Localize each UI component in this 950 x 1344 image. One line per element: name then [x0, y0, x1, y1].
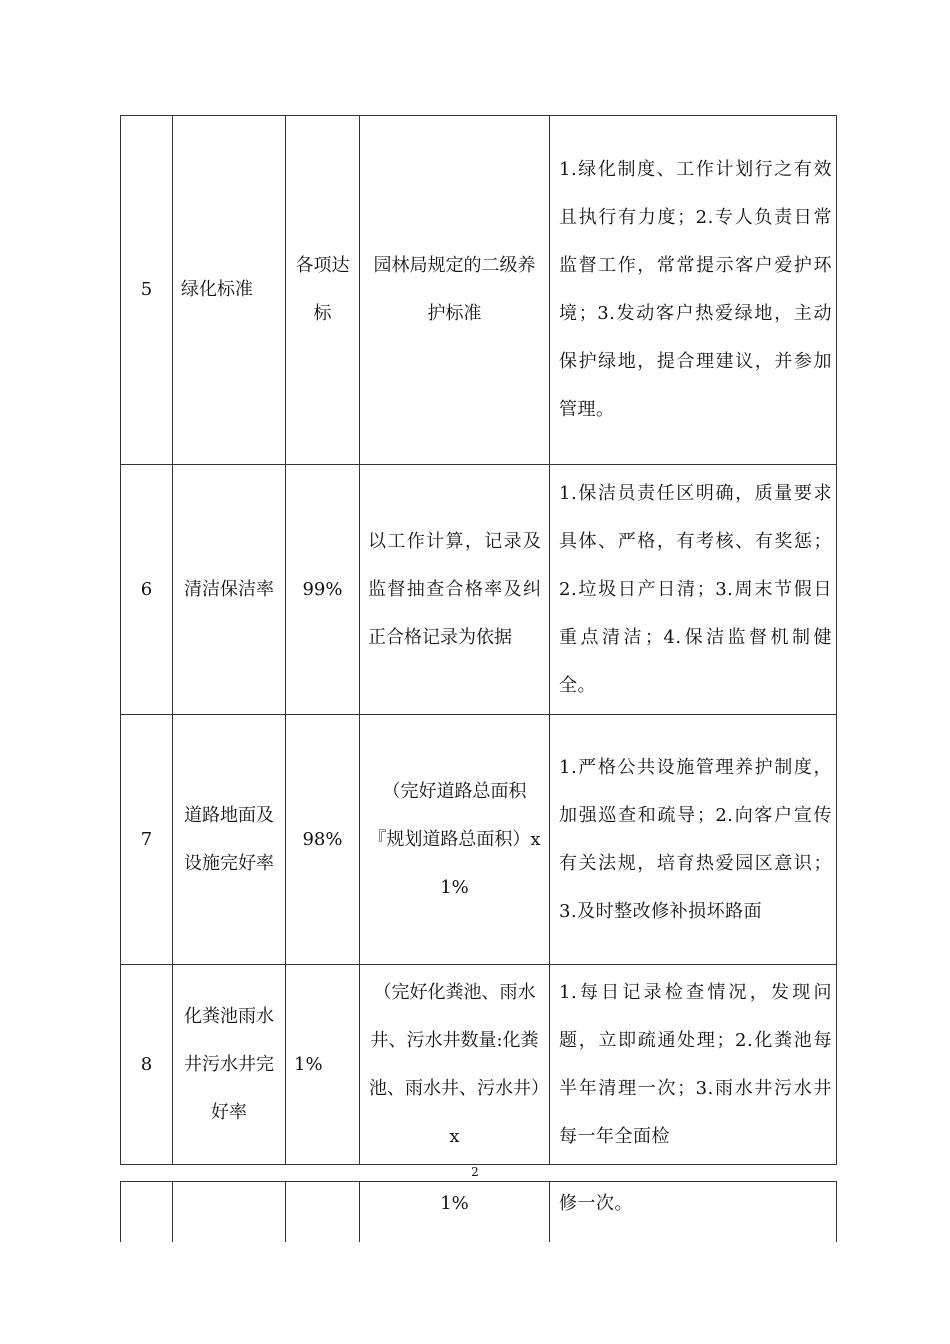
row-number: [121, 1182, 173, 1243]
calculation-method: 1%: [360, 1182, 550, 1243]
target-value: 各项达标: [286, 116, 360, 465]
table-row: [121, 965, 837, 1165]
target-value: [286, 1182, 360, 1243]
page-number: 2: [471, 1165, 479, 1179]
table-row: [121, 715, 837, 965]
row-number: 6: [121, 465, 173, 715]
table-row: [121, 1182, 837, 1243]
target-value: 98%: [286, 715, 360, 965]
measures-text: 1.每日记录检查情况，发现问题，立即疏通处理；2.化粪池每半年清理一次；3.雨水井污水井每一年全面检: [550, 965, 837, 1165]
item-name: 清洁保洁率: [173, 465, 286, 715]
measures-text: 1.绿化制度、工作计划行之有效且执行有力度；2.专人负责日常监督工作，常常提示客户爱护环境；3.发动客户热爱绿地，主动保护绿地，提合理建议，并参加管理。: [550, 116, 837, 465]
table-row: [121, 465, 837, 715]
table-row: [121, 116, 837, 465]
target-value: 99%: [286, 465, 360, 715]
measures-text: 1.保洁员责任区明确，质量要求具体、严格，有考核、有奖惩；2.垃圾日产日清；3.周末节假日重点清洁；4.保洁监督机制健全。: [550, 465, 837, 715]
row-number: 5: [121, 116, 173, 465]
calculation-method: 以工作计算，记录及监督抽查合格率及纠正合格记录为依据: [360, 465, 550, 715]
target-value: 1%: [286, 965, 360, 1165]
row-number: 7: [121, 715, 173, 965]
calculation-method: （完好化粪池、雨水井、污水井数量:化粪池、雨水井、污水井）x: [360, 965, 550, 1165]
calculation-method: （完好道路总面积『规划道路总面积）x1%: [360, 715, 550, 965]
measures-text: 1.严格公共设施管理养护制度，加强巡查和疏导；2.向客户宣传有关法规，培育热爱园区意识；3.及时整改修补损坏路面: [550, 715, 837, 965]
measures-text: 修一次。: [550, 1182, 837, 1243]
calculation-method: 园林局规定的二级养护标准: [360, 116, 550, 465]
standards-table: [120, 115, 837, 1165]
continuation-table: [120, 1181, 837, 1242]
item-name: 绿化标准: [173, 116, 286, 465]
item-name: 道路地面及设施完好率: [173, 715, 286, 965]
item-name: [173, 1182, 286, 1243]
item-name: 化粪池雨水井污水井完好率: [173, 965, 286, 1165]
row-number: 8: [121, 965, 173, 1165]
